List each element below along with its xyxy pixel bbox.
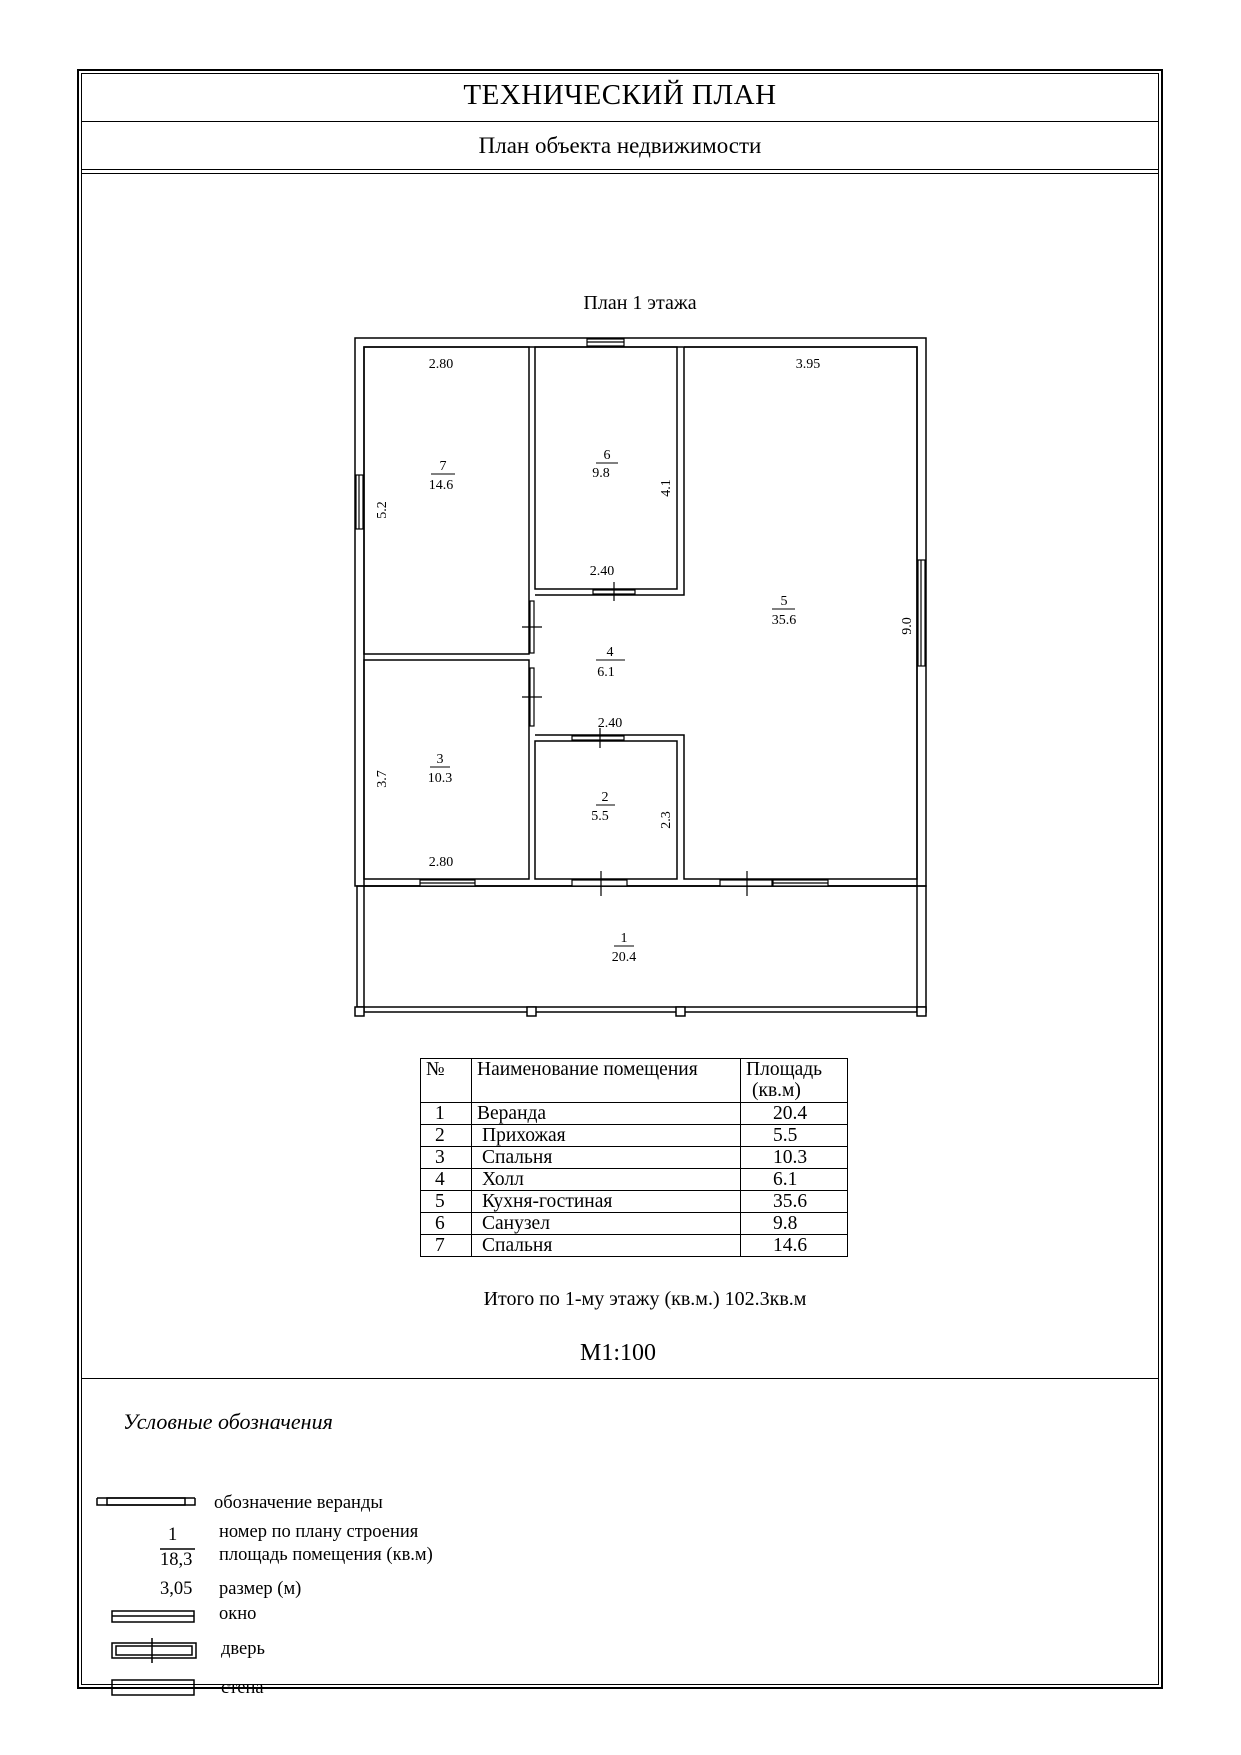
dim-room-7-width: 2.80 (428, 357, 454, 372)
legend-veranda: обозначение веранды (214, 1493, 383, 1513)
row-number: 6 (421, 1213, 472, 1235)
legend-wall: стена (221, 1678, 264, 1698)
room-3-area: 10.3 (427, 771, 453, 786)
dim-room-7-height: 5.2 (375, 501, 390, 519)
veranda-symbol (97, 1498, 195, 1505)
room-7-number: 7 (439, 459, 447, 474)
dim-room-3-height: 3.7 (375, 770, 390, 788)
total-area: Итого по 1-му этажу (кв.м.) 102.3кв.м (483, 1288, 807, 1310)
row-area: 9.8 (741, 1213, 848, 1235)
dim-room-5-height: 9.0 (900, 617, 915, 635)
document-subtitle: План объекта недвижимости (478, 133, 762, 158)
room-2-area: 5.5 (591, 809, 609, 824)
header-area-line1: Площадь (746, 1059, 823, 1080)
room-1-area: 20.4 (611, 950, 637, 965)
row-name: Прихожая (472, 1125, 741, 1147)
wall-symbol (112, 1680, 194, 1695)
header-number: № (421, 1059, 472, 1103)
row-name: Спальня (472, 1147, 741, 1169)
document-title: ТЕХНИЧЕСКИЙ ПЛАН (463, 79, 777, 111)
room-6-number: 6 (603, 448, 611, 463)
legend-title: Условные обозначения (123, 1409, 333, 1434)
row-number: 2 (421, 1125, 472, 1147)
row-name: Спальня (472, 1235, 741, 1257)
dim-room-3-width: 2.80 (428, 855, 454, 870)
row-number: 7 (421, 1235, 472, 1257)
legend-door: дверь (221, 1639, 265, 1659)
row-name: Санузел (472, 1213, 741, 1235)
header-area-line2: (кв.м) (752, 1080, 801, 1101)
legend-area-label: площадь помещения (кв.м) (219, 1545, 433, 1565)
room-3-number: 3 (436, 752, 444, 767)
row-name: Холл (472, 1169, 741, 1191)
legend-sample-area: 18,3 (160, 1550, 193, 1570)
dim-room-2-height: 2.3 (659, 811, 674, 829)
scale-label: М1:100 (579, 1340, 656, 1366)
row-area: 10.3 (741, 1147, 848, 1169)
room-1-number: 1 (620, 931, 628, 946)
row-number: 5 (421, 1191, 472, 1213)
row-area: 20.4 (741, 1103, 848, 1125)
legend-sample-size: 3,05 (160, 1579, 193, 1599)
row-area: 14.6 (741, 1235, 848, 1257)
legend-number-label: номер по плану строения (219, 1522, 419, 1542)
room-7-area: 14.6 (428, 478, 454, 493)
row-area: 5.5 (741, 1125, 848, 1147)
row-name: Кухня-гостиная (472, 1191, 741, 1213)
room-6-area: 9.8 (592, 466, 610, 481)
floor-plan-title: План 1 этажа (583, 292, 697, 314)
row-number: 1 (421, 1103, 472, 1125)
dim-room-6-height: 4.1 (659, 479, 674, 497)
header-name: Наименование помещения (472, 1059, 741, 1103)
room-5-number: 5 (780, 594, 788, 609)
dim-room-5-width: 3.95 (795, 357, 821, 372)
row-name: Веранда (472, 1103, 741, 1125)
room-5-area: 35.6 (771, 613, 797, 628)
row-area: 35.6 (741, 1191, 848, 1213)
dim-hall-width: 2.40 (597, 716, 623, 731)
legend-size-label: размер (м) (219, 1579, 302, 1599)
dim-room-6-width: 2.40 (589, 564, 615, 579)
room-2-number: 2 (601, 790, 609, 805)
row-number: 3 (421, 1147, 472, 1169)
row-area: 6.1 (741, 1169, 848, 1191)
legend-window: окно (219, 1604, 257, 1624)
legend-sample-number: 1 (168, 1525, 178, 1545)
row-number: 4 (421, 1169, 472, 1191)
room-4-number: 4 (606, 645, 614, 660)
room-4-area: 6.1 (597, 665, 615, 680)
